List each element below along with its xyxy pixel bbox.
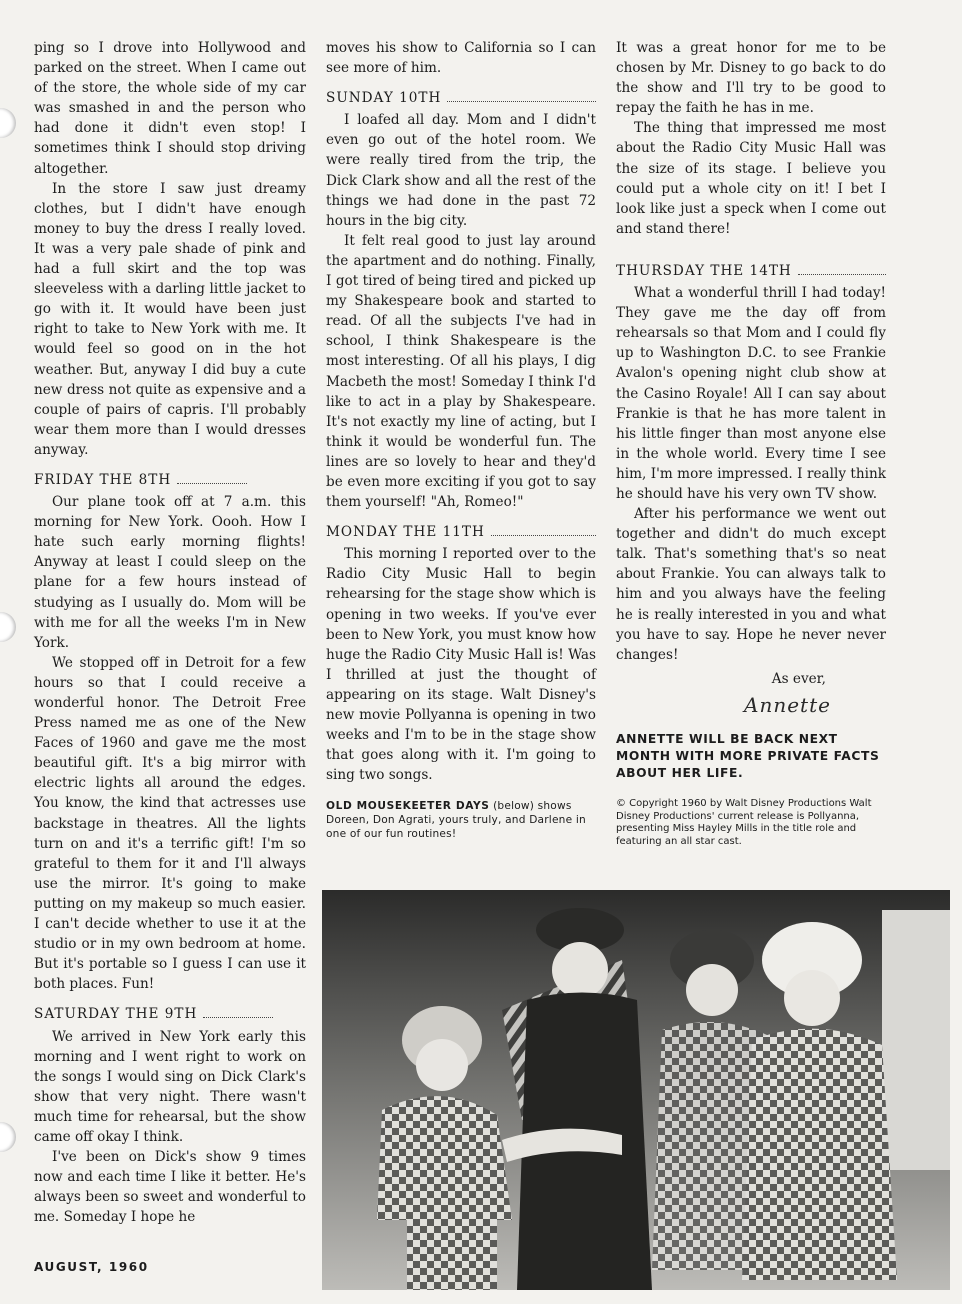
paragraph: ping so I drove into Hollywood and parked on the street. When I came out of the store, the whole side of my car was smashed in and the person who had done it didn't even stop! I sometimes think I should stop driving altogether. [34, 40, 306, 177]
heading-text: FRIDAY THE 8TH [34, 471, 172, 488]
issue-date: AUGUST, 1960 [34, 1260, 149, 1274]
heading-text: SUNDAY 10TH [326, 90, 442, 107]
diary-heading [326, 522, 596, 542]
heading-text: SATURDAY THE 9TH [34, 1006, 198, 1023]
heading-text: MONDAY THE 11TH [326, 524, 485, 541]
photo-illustration [322, 890, 950, 1290]
diary-heading [326, 88, 596, 108]
diary-heading [34, 1004, 306, 1024]
copyright-notice: © Copyright 1960 by Walt Disney Productions Walt Disney Productions' current release is Pollyanna, presenting Miss Hayley Mills in the title role and featuring an all star cast. [616, 798, 872, 847]
diary-heading [34, 470, 306, 490]
dotted-leader [203, 1007, 273, 1018]
diary-heading [616, 261, 886, 281]
next-month-teaser: ANNETTE WILL BE BACK NEXT MONTH WITH MORE PRIVATE FACTS ABOUT HER LIFE. [616, 732, 880, 780]
signature: Annette [744, 692, 831, 717]
binder-hole [0, 1122, 16, 1152]
dotted-leader [447, 91, 596, 102]
binder-hole [0, 108, 16, 138]
dotted-leader [491, 525, 596, 536]
paragraph: moves his show to California so I can see more of him. [326, 40, 596, 77]
column-middle [326, 38, 596, 841]
paragraph: Our plane took off at 7 a.m. this morning for New York. Oooh. How I hate such early morning flights! Anyway at least I could sleep on the plane for a few hours instead of studying as I usually do. Mom will be with me for all the weeks I'm in New York. [34, 494, 306, 651]
binder-hole [0, 612, 16, 642]
column-left [34, 38, 306, 1227]
paragraph: It was a great honor for me to be chosen by Mr. Disney to go back to do the show and I'll try to be good to repay the faith he has in me. [616, 40, 886, 117]
paragraph: I've been on Dick's show 9 times now and each time I like it better. He's always been so sweet and wonderful to me. Someday I hope he [34, 1149, 306, 1226]
dotted-leader [798, 264, 886, 275]
paragraph: We arrived in New York early this morning and I went right to work on the songs I would sing on Dick Clark's show that very night. There wasn't much time for rehearsal, but the show came off okay I think. [34, 1028, 306, 1145]
column-right [616, 38, 886, 848]
paragraph: In the store I saw just dreamy clothes, but I didn't have enough money to buy the dress I really loved. It was a very pale shade of pink and had a full skirt and the top was sleeveless with a darling little jacket to go with it. It would have been just right to take to New York with me. It would feel so good on in the hot weather. But, anyway I did buy a cute new dress not quite as expensive and a couple of pairs of capris. I'll probably wear them more than I would dresses anyway. [34, 180, 306, 458]
paragraph: It felt real good to just lay around the apartment and do nothing. Finally, I got tired of being tired and picked up my Shakespeare book and started to read. Of all the subjects I've had in school, I think Shakespeare is the most interesting. Of all his plays, I dig Macbeth the most! Someday I think I'd like to act in a play by Shakespeare. It's not exactly my line of acting, but I think it would be wonderful fun. The lines are so lovely to hear and they'd be even more exciting if you got to say them yourself! "Ah, Romeo!" [326, 232, 596, 511]
sign-off: As ever, [771, 670, 826, 687]
paragraph: We stopped off in Detroit for a few hours so that I could receive a wonderful honor. The Detroit Free Press named me as one of the New Faces of 1960 and gave me the most beautiful gift. It's a big mirror with electric lights all around the edges. You know, the kind that actresses use backstage in theatres. All the lights turn on and it's a terrific gift! I'm so grateful to them for it and I'll always use the mirror. It's going to make putting on my makeup so much easier. I can't decide whether to use it at the studio or in my own bedroom at home. But it's portable so I guess I can use it both places. Fun! [34, 654, 306, 993]
mousekeeter-photo [322, 890, 950, 1290]
dotted-leader [177, 473, 247, 484]
caption-text: (below) shows Doreen, Don Agrati, yours truly, and Darlene in one of our fun routines! [326, 800, 586, 841]
caption-lead: OLD MOUSEKEETER DAYS [326, 800, 490, 813]
paragraph: After his performance we went out together and didn't do much except talk. That's something that's so neat about Frankie. You can always talk to him and you always have the feeling he is really interested in you and what you have to say. Hope he never never changes! [616, 506, 886, 663]
paragraph: I loafed all day. Mom and I didn't even go out of the hotel room. We were really tired from the trip, the Dick Clark show and all the rest of the things we had done in the past 72 hours in the big city. [326, 112, 596, 229]
heading-text: THURSDAY THE 14TH [616, 262, 792, 279]
paragraph: The thing that impressed me most about the Radio City Music Hall was the size of its stage. I believe you could put a whole city on it! I bet I look like just a speck when I come out and stand there! [616, 120, 886, 237]
paragraph: This morning I reported over to the Radio City Music Hall to begin rehearsing for the stage show which is opening in two weeks. If you've ever been to New York, you must know how huge the Radio City Music Hall is! Was I thrilled at just the thought of appearing on its stage. Walt Disney's new movie Pollyanna is opening in two weeks and I'm to be in the stage show that goes along with it. I'm going to sing two songs. [326, 546, 596, 784]
photo-caption [326, 799, 596, 841]
paragraph: What a wonderful thrill I had today! They gave me the day off from rehearsals so that Mom and I could fly up to Washington D.C. to see Frankie Avalon's opening night club show at the Casino Royale! All I can say about Frankie is that he has more talent in his little finger than most anyone else in the whole world. Every time I see him, I'm more impressed. I really think he should have his very own TV show. [616, 285, 886, 502]
